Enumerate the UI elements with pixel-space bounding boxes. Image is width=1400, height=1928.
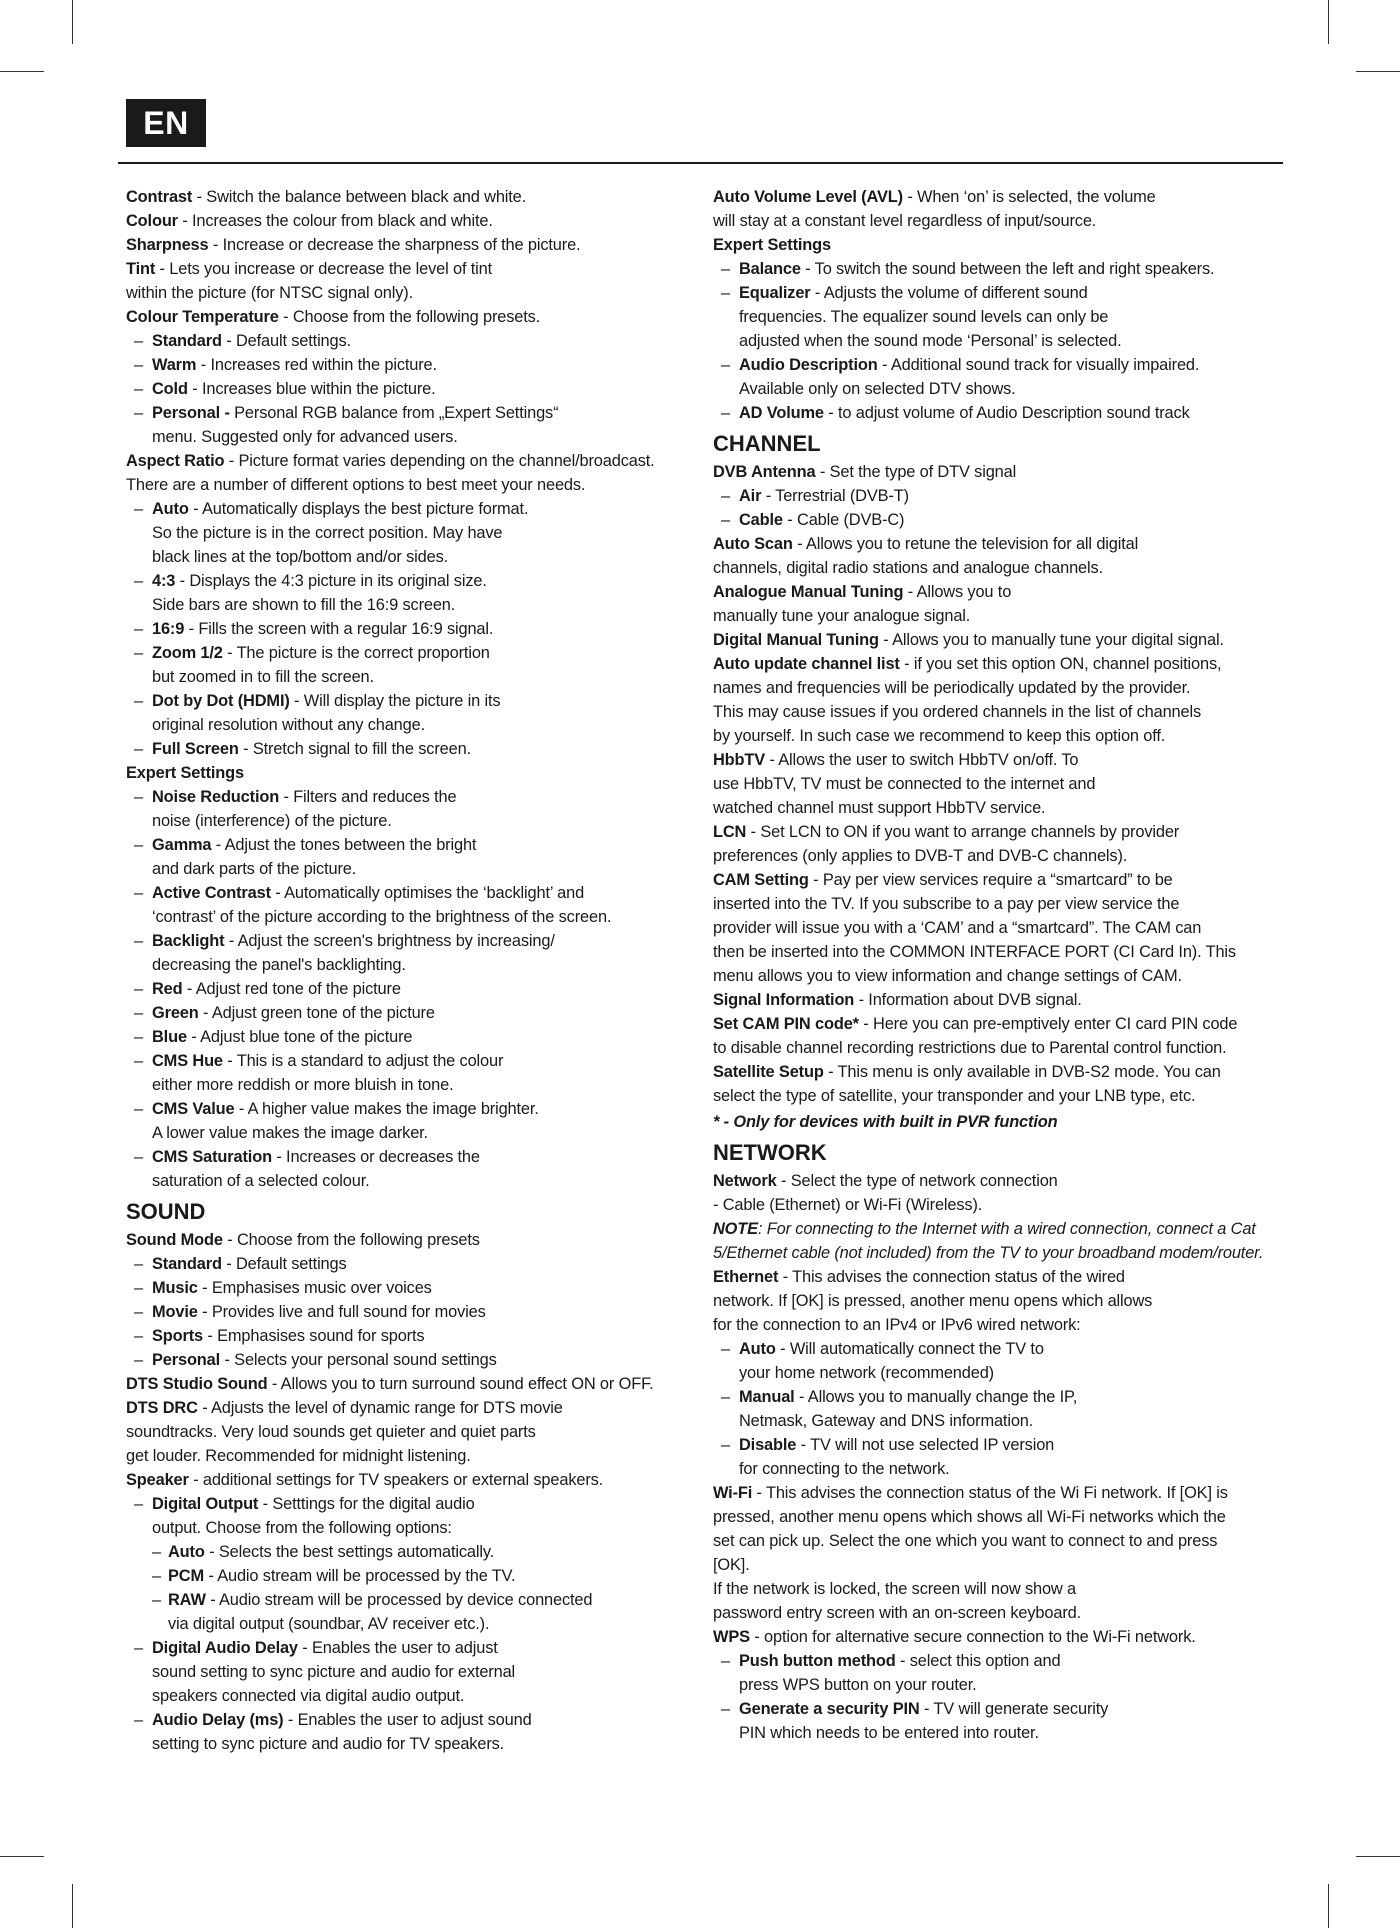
list-item-continuation: menu. Suggested only for advanced users.: [152, 428, 458, 446]
list-item-continuation: decreasing the panel's backlighting.: [152, 956, 406, 974]
list-item: – Standard - Default settings: [126, 1252, 696, 1276]
list-item-continuation: output. Choose from the following options:: [152, 1519, 452, 1537]
language-badge: EN: [126, 99, 206, 147]
hbbtv-entry: HbbTV - Allows the user to switch HbbTV on/off. To: [713, 751, 1079, 769]
list-item: – Dot by Dot (HDMI) - Will display the picture in its: [126, 689, 696, 713]
cam-setting-entry-line3: provider will issue you with a ‘CAM’ and a “smartcard”. The CAM can: [713, 919, 1202, 937]
list-item-continuation: but zoomed in to fill the screen.: [152, 668, 374, 686]
wifi-entry-line6: password entry screen with an on-screen keyboard.: [713, 1604, 1082, 1622]
auto-update-entry-line3: This may cause issues if you ordered channels in the list of channels: [713, 703, 1202, 721]
section-heading-sound: SOUND: [126, 1199, 206, 1224]
list-item-continuation: Side bars are shown to fill the 16:9 screen.: [152, 596, 456, 614]
list-item: – Disable - TV will not use selected IP version: [713, 1433, 1288, 1457]
aspect-ratio-entry: Aspect Ratio - Picture format varies depending on the channel/broadcast.: [126, 452, 655, 470]
list-item: – Manual - Allows you to manually change the IP,: [713, 1385, 1288, 1409]
right-column: [713, 185, 1288, 1745]
list-item: – Gamma - Adjust the tones between the bright: [126, 833, 696, 857]
list-item: – Personal - Personal RGB balance from „Expert Settings“: [126, 401, 696, 425]
list-item: – CMS Hue - This is a standard to adjust the colour: [126, 1049, 696, 1073]
list-item-continuation: A lower value makes the image darker.: [152, 1124, 428, 1142]
list-item-continuation: original resolution without any change.: [152, 716, 425, 734]
list-item: – Audio Description - Additional sound track for visually impaired.: [713, 353, 1288, 377]
sound-mode-entry: Sound Mode - Choose from the following presets: [126, 1231, 480, 1249]
list-item-continuation: press WPS button on your router.: [739, 1676, 977, 1694]
list-item: – Push button method - select this option and: [713, 1649, 1288, 1673]
list-item: – Zoom 1/2 - The picture is the correct proportion: [126, 641, 696, 665]
list-item: – CMS Saturation - Increases or decreases the: [126, 1145, 696, 1169]
tint-entry: Tint - Lets you increase or decrease the level of tint: [126, 260, 493, 278]
lcn-entry: LCN - Set LCN to ON if you want to arrange channels by provider: [713, 823, 1180, 841]
cam-setting-entry-line5: menu allows you to view information and change settings of CAM.: [713, 967, 1182, 985]
analogue-tuning-entry-line2: manually tune your analogue signal.: [713, 607, 971, 625]
dts-drc-entry-line2: soundtracks. Very loud sounds get quieter and quiet parts: [126, 1423, 536, 1441]
crop-mark: [72, 1884, 73, 1928]
section-heading-channel: CHANNEL: [713, 431, 821, 456]
list-item: – Red - Adjust red tone of the picture: [126, 977, 696, 1001]
list-item-continuation: black lines at the top/bottom and/or sides.: [152, 548, 449, 566]
list-item-continuation: sound setting to sync picture and audio for external: [152, 1663, 516, 1681]
sub-list-item: – RAW - Audio stream will be processed by device connected: [126, 1588, 696, 1612]
crop-mark: [0, 71, 44, 72]
auto-scan-entry: Auto Scan - Allows you to retune the television for all digital: [713, 535, 1139, 553]
cam-setting-entry-line2: inserted into the TV. If you subscribe to a pay per view service the: [713, 895, 1180, 913]
wifi-entry-line2: pressed, another menu opens which shows all Wi-Fi networks which the: [713, 1508, 1226, 1526]
dts-drc-entry: DTS DRC - Adjusts the level of dynamic range for DTS movie: [126, 1399, 563, 1417]
list-item-continuation: your home network (recommended): [739, 1364, 994, 1382]
speaker-entry: Speaker - additional settings for TV speakers or external speakers.: [126, 1471, 604, 1489]
list-item: – Green - Adjust green tone of the picture: [126, 1001, 696, 1025]
list-item: – Personal - Selects your personal sound settings: [126, 1348, 696, 1372]
hbbtv-entry-line3: watched channel must support HbbTV service.: [713, 799, 1046, 817]
analogue-tuning-entry: Analogue Manual Tuning - Allows you to: [713, 583, 1012, 601]
signal-information-entry: Signal Information - Information about DVB signal.: [713, 991, 1082, 1009]
crop-mark: [0, 1856, 44, 1857]
list-item-continuation: adjusted when the sound mode ‘Personal’ is selected.: [739, 332, 1122, 350]
wifi-entry-line4: [OK].: [713, 1556, 750, 1574]
list-item: – Digital Output - Setttings for the digital audio: [126, 1492, 696, 1516]
satellite-setup-entry-line2: select the type of satellite, your transponder and your LNB type, etc.: [713, 1087, 1196, 1105]
list-item-continuation: PIN which needs to be entered into router.: [739, 1724, 1039, 1742]
colour-entry: Colour - Increases the colour from black and white.: [126, 212, 493, 230]
list-item: – Digital Audio Delay - Enables the user to adjust: [126, 1636, 696, 1660]
list-item: – Cold - Increases blue within the picture.: [126, 377, 696, 401]
auto-update-entry-line2: names and frequencies will be periodically updated by the provider.: [713, 679, 1191, 697]
list-item: – Auto - Will automatically connect the TV to: [713, 1337, 1288, 1361]
cam-setting-entry-line4: then be inserted into the COMMON INTERFACE PORT (CI Card In). This: [713, 943, 1236, 961]
list-item: – Full Screen - Stretch signal to fill the screen.: [126, 737, 696, 761]
crop-mark: [1328, 0, 1329, 44]
sub-list-item: – Auto - Selects the best settings automatically.: [126, 1540, 696, 1564]
list-item-continuation: So the picture is in the correct position. May have: [152, 524, 503, 542]
dts-studio-entry: DTS Studio Sound - Allows you to turn surround sound effect ON or OFF.: [126, 1375, 654, 1393]
cam-pin-entry-line2: to disable channel recording restrictions due to Parental control function.: [713, 1039, 1227, 1057]
aspect-ratio-entry-line2: There are a number of different options to best meet your needs.: [126, 476, 586, 494]
contrast-entry: Contrast - Switch the balance between black and white.: [126, 188, 527, 206]
colour-temperature-entry: Colour Temperature - Choose from the following presets.: [126, 308, 541, 326]
section-heading-network: NETWORK: [713, 1140, 827, 1165]
wifi-entry: Wi-Fi - This advises the connection status of the Wi Fi network. If [OK] is: [713, 1484, 1228, 1502]
wps-entry: WPS - option for alternative secure connection to the Wi-Fi network.: [713, 1628, 1196, 1646]
list-item-continuation: frequencies. The equalizer sound levels can only be: [739, 308, 1109, 326]
list-item-continuation: either more reddish or more bluish in tone.: [152, 1076, 454, 1094]
list-item: – Warm - Increases red within the picture.: [126, 353, 696, 377]
list-item: – Sports - Emphasises sound for sports: [126, 1324, 696, 1348]
list-item: – Standard - Default settings.: [126, 329, 696, 353]
wifi-entry-line3: set can pick up. Select the one which you want to connect to and press: [713, 1532, 1218, 1550]
note-entry-line2: 5/Ethernet cable (not included) from the TV to your broadband modem/router.: [713, 1244, 1264, 1262]
list-item: – Equalizer - Adjusts the volume of different sound: [713, 281, 1288, 305]
list-item: – CMS Value - A higher value makes the image brighter.: [126, 1097, 696, 1121]
crop-mark: [1356, 1856, 1400, 1857]
list-item: – Balance - To switch the sound between the left and right speakers.: [713, 257, 1288, 281]
list-item: – Noise Reduction - Filters and reduces the: [126, 785, 696, 809]
list-item-continuation: and dark parts of the picture.: [152, 860, 357, 878]
list-item-continuation: Available only on selected DTV shows.: [739, 380, 1016, 398]
list-item-continuation: noise (interference) of the picture.: [152, 812, 392, 830]
expert-settings-heading: Expert Settings: [126, 764, 244, 782]
list-item: – Backlight - Adjust the screen's brightness by increasing/: [126, 929, 696, 953]
list-item: – Air - Terrestrial (DVB-T): [713, 484, 1288, 508]
ethernet-entry-line2: network. If [OK] is pressed, another menu opens which allows: [713, 1292, 1153, 1310]
ethernet-entry: Ethernet - This advises the connection status of the wired: [713, 1268, 1125, 1286]
list-item: – AD Volume - to adjust volume of Audio Description sound track: [713, 401, 1288, 425]
list-item: – Music - Emphasises music over voices: [126, 1276, 696, 1300]
list-item-continuation: ‘contrast’ of the picture according to the brightness of the screen.: [152, 908, 612, 926]
list-item-continuation: setting to sync picture and audio for TV speakers.: [152, 1735, 505, 1753]
list-item: – 4:3 - Displays the 4:3 picture in its original size.: [126, 569, 696, 593]
sub-list-item-continuation: via digital output (soundbar, AV receiver etc.).: [168, 1615, 490, 1633]
header-rule: [118, 162, 1283, 164]
list-item-continuation: saturation of a selected colour.: [152, 1172, 370, 1190]
expert-settings-heading: Expert Settings: [713, 236, 831, 254]
crop-mark: [1328, 1884, 1329, 1928]
hbbtv-entry-line2: use HbbTV, TV must be connected to the internet and: [713, 775, 1096, 793]
list-item-continuation: for connecting to the network.: [739, 1460, 950, 1478]
cam-setting-entry: CAM Setting - Pay per view services require a “smartcard” to be: [713, 871, 1173, 889]
list-item-continuation: speakers connected via digital audio output.: [152, 1687, 465, 1705]
lcn-entry-line2: preferences (only applies to DVB-T and DVB-C channels).: [713, 847, 1128, 865]
list-item: – Cable - Cable (DVB-C): [713, 508, 1288, 532]
note-entry: NOTE: For connecting to the Internet with a wired connection, connect a Cat: [713, 1220, 1256, 1238]
list-item: – Blue - Adjust blue tone of the picture: [126, 1025, 696, 1049]
digital-tuning-entry: Digital Manual Tuning - Allows you to manually tune your digital signal.: [713, 631, 1224, 649]
list-item: – Generate a security PIN - TV will generate security: [713, 1697, 1288, 1721]
list-item-continuation: Netmask, Gateway and DNS information.: [739, 1412, 1034, 1430]
list-item: – 16:9 - Fills the screen with a regular 16:9 signal.: [126, 617, 696, 641]
list-item: – Active Contrast - Automatically optimises the ‘backlight’ and: [126, 881, 696, 905]
auto-update-entry-line4: by yourself. In such case we recommend to keep this option off.: [713, 727, 1166, 745]
ethernet-entry-line3: for the connection to an IPv4 or IPv6 wired network:: [713, 1316, 1081, 1334]
crop-mark: [72, 0, 73, 44]
network-entry-line2: - Cable (Ethernet) or Wi-Fi (Wireless).: [713, 1196, 983, 1214]
dvb-antenna-entry: DVB Antenna - Set the type of DTV signal: [713, 463, 1017, 481]
dts-drc-entry-line3: get louder. Recommended for midnight listening.: [126, 1447, 471, 1465]
pvr-footnote: * - Only for devices with built in PVR function: [713, 1113, 1058, 1131]
sub-list-item: – PCM - Audio stream will be processed by the TV.: [126, 1564, 696, 1588]
wifi-entry-line5: If the network is locked, the screen will now show a: [713, 1580, 1076, 1598]
list-item: – Auto - Automatically displays the best picture format.: [126, 497, 696, 521]
sharpness-entry: Sharpness - Increase or decrease the sharpness of the picture.: [126, 236, 581, 254]
network-entry: Network - Select the type of network connection: [713, 1172, 1058, 1190]
cam-pin-entry: Set CAM PIN code* - Here you can pre-emptively enter CI card PIN code: [713, 1015, 1238, 1033]
satellite-setup-entry: Satellite Setup - This menu is only available in DVB-S2 mode. You can: [713, 1063, 1221, 1081]
list-item: – Audio Delay (ms) - Enables the user to adjust sound: [126, 1708, 696, 1732]
auto-scan-entry-line2: channels, digital radio stations and analogue channels.: [713, 559, 1103, 577]
list-item: – Movie - Provides live and full sound for movies: [126, 1300, 696, 1324]
avl-entry-line2: will stay at a constant level regardless of input/source.: [713, 212, 1097, 230]
left-column: [126, 185, 696, 1756]
tint-entry-line2: within the picture (for NTSC signal only).: [126, 284, 414, 302]
avl-entry: Auto Volume Level (AVL) - When ‘on’ is selected, the volume: [713, 188, 1156, 206]
crop-mark: [1356, 71, 1400, 72]
auto-update-entry: Auto update channel list - if you set this option ON, channel positions,: [713, 655, 1222, 673]
